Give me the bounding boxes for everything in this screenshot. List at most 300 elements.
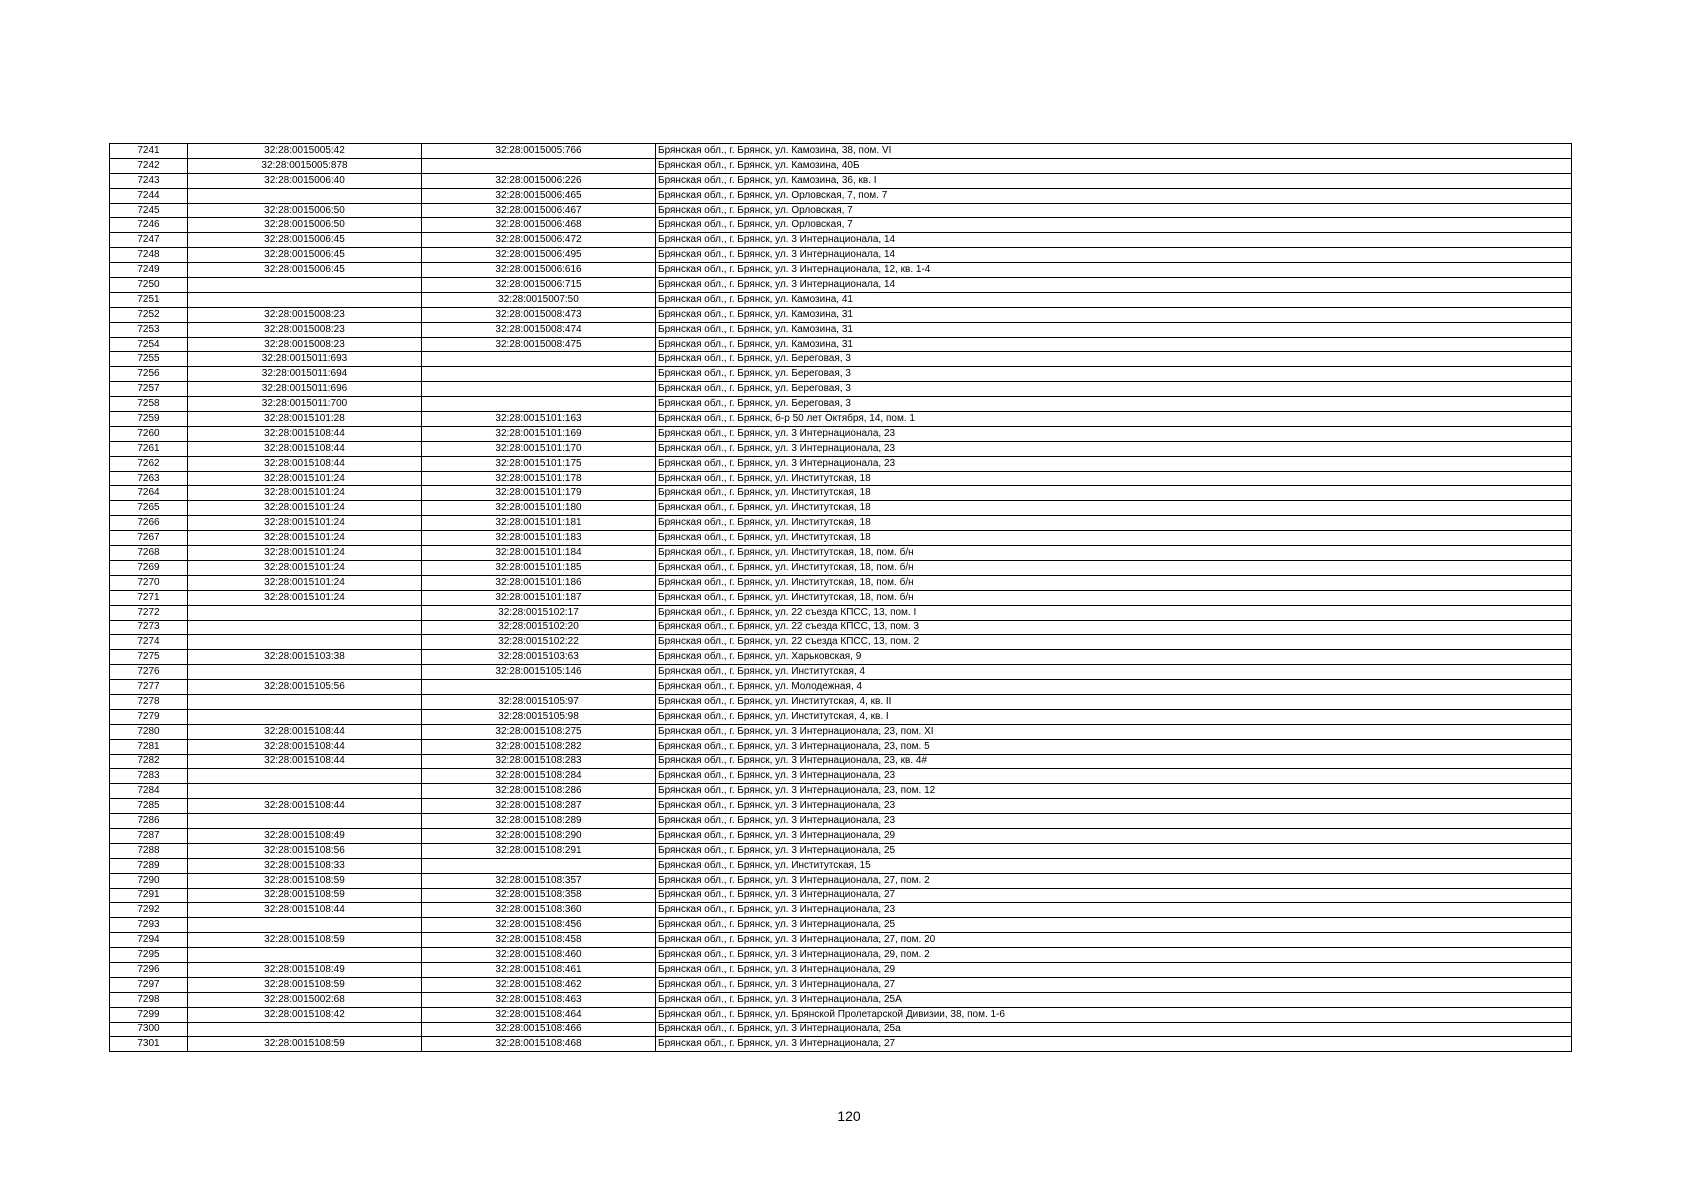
object-number-cell: 32:28:0015006:715	[422, 278, 656, 293]
address-cell: Брянская обл., г. Брянск, ул. 3 Интернационала, 23	[656, 769, 1572, 784]
address-cell: Брянская обл., г. Брянск, ул. 3 Интернационала, 23	[656, 456, 1572, 471]
address-cell: Брянская обл., г. Брянск, ул. 3 Интернационала, 23, пом. XI	[656, 724, 1572, 739]
table-row	[110, 367, 1572, 382]
table-body	[110, 144, 1572, 1052]
table-row	[110, 426, 1572, 441]
table-row	[110, 918, 1572, 933]
table-row	[110, 352, 1572, 367]
object-number-cell: 32:28:0015101:183	[422, 531, 656, 546]
row-number-cell: 7262	[110, 456, 188, 471]
address-cell: Брянская обл., г. Брянск, ул. Институтская, 18	[656, 471, 1572, 486]
address-cell: Брянская обл., г. Брянск, ул. Институтская, 18, пом. б/н	[656, 590, 1572, 605]
land-parcel-number-cell: 32:28:0015101:24	[188, 546, 422, 561]
address-cell: Брянская обл., г. Брянск, ул. Камозина, 38, пом. VI	[656, 144, 1572, 159]
object-number-cell: 32:28:0015101:169	[422, 426, 656, 441]
row-number-cell: 7290	[110, 873, 188, 888]
page-number: 120	[837, 1108, 861, 1124]
table-row	[110, 739, 1572, 754]
row-number-cell: 7299	[110, 1007, 188, 1022]
address-cell: Брянская обл., г. Брянск, б-р 50 лет Октября, 14, пом. 1	[656, 412, 1572, 427]
address-cell: Брянская обл., г. Брянск, ул. 22 съезда КПСС, 13, пом. I	[656, 605, 1572, 620]
land-parcel-number-cell: 32:28:0015108:44	[188, 799, 422, 814]
land-parcel-number-cell: 32:28:0015008:23	[188, 307, 422, 322]
land-parcel-number-cell: 32:28:0015011:693	[188, 352, 422, 367]
land-parcel-number-cell: 32:28:0015006:45	[188, 233, 422, 248]
table-row	[110, 337, 1572, 352]
object-number-cell: 32:28:0015101:163	[422, 412, 656, 427]
address-cell: Брянская обл., г. Брянск, ул. 3 Интернационала, 25А	[656, 992, 1572, 1007]
object-number-cell: 32:28:0015102:17	[422, 605, 656, 620]
address-cell: Брянская обл., г. Брянск, ул. Камозина, 31	[656, 307, 1572, 322]
object-number-cell: 32:28:0015108:466	[422, 1022, 656, 1037]
row-number-cell: 7248	[110, 248, 188, 263]
address-cell: Брянская обл., г. Брянск, ул. 3 Интернационала, 27	[656, 977, 1572, 992]
address-cell: Брянская обл., г. Брянск, ул. Орловская, 7	[656, 218, 1572, 233]
table-row	[110, 814, 1572, 829]
row-number-cell: 7289	[110, 858, 188, 873]
address-cell: Брянская обл., г. Брянск, ул. 3 Интернационала, 23	[656, 903, 1572, 918]
address-cell: Брянская обл., г. Брянск, ул. Камозина, 41	[656, 292, 1572, 307]
table-row	[110, 188, 1572, 203]
land-parcel-number-cell: 32:28:0015108:44	[188, 903, 422, 918]
object-number-cell	[422, 158, 656, 173]
address-cell: Брянская обл., г. Брянск, ул. Молодежная, 4	[656, 680, 1572, 695]
row-number-cell: 7285	[110, 799, 188, 814]
land-parcel-number-cell: 32:28:0015005:42	[188, 144, 422, 159]
land-parcel-number-cell: 32:28:0015011:694	[188, 367, 422, 382]
address-cell: Брянская обл., г. Брянск, ул. 3 Интернационала, 23	[656, 814, 1572, 829]
object-number-cell: 32:28:0015101:175	[422, 456, 656, 471]
address-cell: Брянская обл., г. Брянск, ул. 3 Интернационала, 29, пом. 2	[656, 948, 1572, 963]
row-number-cell: 7284	[110, 784, 188, 799]
table-row	[110, 590, 1572, 605]
object-number-cell: 32:28:0015108:468	[422, 1037, 656, 1052]
object-number-cell: 32:28:0015101:186	[422, 575, 656, 590]
address-cell: Брянская обл., г. Брянск, ул. 3 Интернационала, 12, кв. 1-4	[656, 263, 1572, 278]
table-row	[110, 694, 1572, 709]
address-cell: Брянская обл., г. Брянск, ул. 3 Интернационала, 27	[656, 1037, 1572, 1052]
table-row	[110, 144, 1572, 159]
table-row	[110, 888, 1572, 903]
table-row	[110, 784, 1572, 799]
object-number-cell: 32:28:0015108:357	[422, 873, 656, 888]
object-number-cell: 32:28:0015005:766	[422, 144, 656, 159]
land-parcel-number-cell: 32:28:0015108:59	[188, 888, 422, 903]
table-row	[110, 307, 1572, 322]
table-row	[110, 977, 1572, 992]
table-row	[110, 1007, 1572, 1022]
address-cell: Брянская обл., г. Брянск, ул. Береговая, 3	[656, 352, 1572, 367]
land-parcel-number-cell	[188, 605, 422, 620]
table-row	[110, 635, 1572, 650]
land-parcel-number-cell: 32:28:0015011:700	[188, 397, 422, 412]
row-number-cell: 7266	[110, 516, 188, 531]
address-cell: Брянская обл., г. Брянск, ул. Институтская, 18, пом. б/н	[656, 575, 1572, 590]
table-row	[110, 546, 1572, 561]
address-cell: Брянская обл., г. Брянск, ул. Институтская, 18	[656, 516, 1572, 531]
address-cell: Брянская обл., г. Брянск, ул. Береговая, 3	[656, 367, 1572, 382]
land-parcel-number-cell: 32:28:0015101:28	[188, 412, 422, 427]
object-number-cell: 32:28:0015101:184	[422, 546, 656, 561]
table-row	[110, 709, 1572, 724]
row-number-cell: 7291	[110, 888, 188, 903]
table-row	[110, 724, 1572, 739]
land-parcel-number-cell: 32:28:0015108:49	[188, 828, 422, 843]
row-number-cell: 7268	[110, 546, 188, 561]
row-number-cell: 7288	[110, 843, 188, 858]
address-cell: Брянская обл., г. Брянск, ул. 3 Интернационала, 23, кв. 4#	[656, 754, 1572, 769]
object-number-cell: 32:28:0015108:287	[422, 799, 656, 814]
address-cell: Брянская обл., г. Брянск, ул. Орловская, 7	[656, 203, 1572, 218]
land-parcel-number-cell	[188, 709, 422, 724]
row-number-cell: 7261	[110, 441, 188, 456]
row-number-cell: 7300	[110, 1022, 188, 1037]
row-number-cell: 7276	[110, 665, 188, 680]
table-row	[110, 173, 1572, 188]
land-parcel-number-cell: 32:28:0015108:59	[188, 1037, 422, 1052]
object-number-cell: 32:28:0015108:283	[422, 754, 656, 769]
land-parcel-number-cell	[188, 665, 422, 680]
object-number-cell: 32:28:0015101:179	[422, 486, 656, 501]
table-row	[110, 501, 1572, 516]
table-row	[110, 278, 1572, 293]
address-cell: Брянская обл., г. Брянск, ул. 3 Интернационала, 14	[656, 248, 1572, 263]
object-number-cell: 32:28:0015101:170	[422, 441, 656, 456]
object-number-cell: 32:28:0015108:289	[422, 814, 656, 829]
row-number-cell: 7255	[110, 352, 188, 367]
table-row	[110, 531, 1572, 546]
table-row	[110, 248, 1572, 263]
table-row	[110, 858, 1572, 873]
table-row	[110, 292, 1572, 307]
table-row	[110, 962, 1572, 977]
land-parcel-number-cell: 32:28:0015101:24	[188, 531, 422, 546]
land-parcel-number-cell: 32:28:0015101:24	[188, 560, 422, 575]
object-number-cell: 32:28:0015108:275	[422, 724, 656, 739]
row-number-cell: 7247	[110, 233, 188, 248]
land-parcel-number-cell: 32:28:0015108:44	[188, 754, 422, 769]
row-number-cell: 7277	[110, 680, 188, 695]
row-number-cell: 7244	[110, 188, 188, 203]
land-parcel-number-cell	[188, 635, 422, 650]
land-parcel-number-cell: 32:28:0015006:45	[188, 263, 422, 278]
address-cell: Брянская обл., г. Брянск, ул. Институтская, 18	[656, 486, 1572, 501]
object-number-cell: 32:28:0015102:22	[422, 635, 656, 650]
object-number-cell	[422, 352, 656, 367]
row-number-cell: 7295	[110, 948, 188, 963]
table-row	[110, 516, 1572, 531]
address-cell: Брянская обл., г. Брянск, ул. 3 Интернационала, 25	[656, 918, 1572, 933]
row-number-cell: 7280	[110, 724, 188, 739]
address-cell: Брянская обл., г. Брянск, ул. 3 Интернационала, 14	[656, 233, 1572, 248]
object-number-cell: 32:28:0015006:472	[422, 233, 656, 248]
row-number-cell: 7264	[110, 486, 188, 501]
row-number-cell: 7253	[110, 322, 188, 337]
land-parcel-number-cell: 32:28:0015005:878	[188, 158, 422, 173]
address-cell: Брянская обл., г. Брянск, ул. 22 съезда КПСС, 13, пом. 2	[656, 635, 1572, 650]
table-row	[110, 397, 1572, 412]
row-number-cell: 7298	[110, 992, 188, 1007]
table-row	[110, 799, 1572, 814]
address-cell: Брянская обл., г. Брянск, ул. 3 Интернационала, 23	[656, 426, 1572, 441]
land-parcel-number-cell: 32:28:0015108:42	[188, 1007, 422, 1022]
address-cell: Брянская обл., г. Брянск, ул. 3 Интернационала, 23, пом. 12	[656, 784, 1572, 799]
object-number-cell: 32:28:0015108:461	[422, 962, 656, 977]
object-number-cell: 32:28:0015008:475	[422, 337, 656, 352]
table-row	[110, 605, 1572, 620]
object-number-cell: 32:28:0015006:226	[422, 173, 656, 188]
table-row	[110, 218, 1572, 233]
table-row	[110, 486, 1572, 501]
land-parcel-number-cell	[188, 694, 422, 709]
object-number-cell: 32:28:0015105:97	[422, 694, 656, 709]
address-cell: Брянская обл., г. Брянск, ул. 3 Интернационала, 27, пом. 2	[656, 873, 1572, 888]
land-parcel-number-cell: 32:28:0015101:24	[188, 516, 422, 531]
land-parcel-number-cell: 32:28:0015105:56	[188, 680, 422, 695]
address-cell: Брянская обл., г. Брянск, ул. 3 Интернационала, 27, пом. 20	[656, 933, 1572, 948]
object-number-cell: 32:28:0015101:181	[422, 516, 656, 531]
land-parcel-number-cell	[188, 918, 422, 933]
object-number-cell: 32:28:0015108:463	[422, 992, 656, 1007]
land-parcel-number-cell	[188, 620, 422, 635]
table-row	[110, 903, 1572, 918]
land-parcel-number-cell: 32:28:0015108:59	[188, 977, 422, 992]
table-row	[110, 620, 1572, 635]
row-number-cell: 7250	[110, 278, 188, 293]
address-cell: Брянская обл., г. Брянск, ул. Орловская, 7, пом. 7	[656, 188, 1572, 203]
land-parcel-number-cell: 32:28:0015101:24	[188, 471, 422, 486]
row-number-cell: 7294	[110, 933, 188, 948]
table-row	[110, 754, 1572, 769]
land-parcel-number-cell: 32:28:0015008:23	[188, 337, 422, 352]
row-number-cell: 7274	[110, 635, 188, 650]
table-row	[110, 1037, 1572, 1052]
object-number-cell: 32:28:0015108:284	[422, 769, 656, 784]
object-number-cell	[422, 382, 656, 397]
table-row	[110, 1022, 1572, 1037]
land-parcel-number-cell	[188, 1022, 422, 1037]
row-number-cell: 7258	[110, 397, 188, 412]
table-row	[110, 948, 1572, 963]
address-cell: Брянская обл., г. Брянск, ул. Институтская, 18	[656, 531, 1572, 546]
row-number-cell: 7260	[110, 426, 188, 441]
address-cell: Брянская обл., г. Брянск, ул. Брянской Пролетарской Дивизии, 38, пом. 1-6	[656, 1007, 1572, 1022]
row-number-cell: 7267	[110, 531, 188, 546]
object-number-cell: 32:28:0015108:286	[422, 784, 656, 799]
address-cell: Брянская обл., г. Брянск, ул. Береговая, 3	[656, 397, 1572, 412]
row-number-cell: 7292	[110, 903, 188, 918]
address-cell: Брянская обл., г. Брянск, ул. 3 Интернационала, 29	[656, 962, 1572, 977]
address-cell: Брянская обл., г. Брянск, ул. 3 Интернационала, 27	[656, 888, 1572, 903]
address-cell: Брянская обл., г. Брянск, ул. Институтская, 4, кв. I	[656, 709, 1572, 724]
row-number-cell: 7297	[110, 977, 188, 992]
object-number-cell: 32:28:0015105:98	[422, 709, 656, 724]
land-parcel-number-cell	[188, 292, 422, 307]
object-number-cell	[422, 397, 656, 412]
table-row	[110, 412, 1572, 427]
address-cell: Брянская обл., г. Брянск, ул. 22 съезда КПСС, 13, пом. 3	[656, 620, 1572, 635]
object-number-cell: 32:28:0015105:146	[422, 665, 656, 680]
land-parcel-number-cell: 32:28:0015006:50	[188, 218, 422, 233]
land-parcel-number-cell: 32:28:0015008:23	[188, 322, 422, 337]
row-number-cell: 7272	[110, 605, 188, 620]
land-parcel-number-cell: 32:28:0015108:49	[188, 962, 422, 977]
row-number-cell: 7282	[110, 754, 188, 769]
object-number-cell: 32:28:0015108:462	[422, 977, 656, 992]
land-parcel-number-cell: 32:28:0015108:44	[188, 724, 422, 739]
object-number-cell	[422, 680, 656, 695]
object-number-cell: 32:28:0015006:467	[422, 203, 656, 218]
land-parcel-number-cell	[188, 814, 422, 829]
object-number-cell: 32:28:0015006:616	[422, 263, 656, 278]
address-cell: Брянская обл., г. Брянск, ул. Институтская, 15	[656, 858, 1572, 873]
address-cell: Брянская обл., г. Брянск, ул. 3 Интернационала, 29	[656, 828, 1572, 843]
address-cell: Брянская обл., г. Брянск, ул. Камозина, 31	[656, 337, 1572, 352]
address-cell: Брянская обл., г. Брянск, ул. Харьковская, 9	[656, 650, 1572, 665]
row-number-cell: 7273	[110, 620, 188, 635]
address-cell: Брянская обл., г. Брянск, ул. 3 Интернационала, 25	[656, 843, 1572, 858]
property-register-table	[109, 143, 1572, 1052]
land-parcel-number-cell: 32:28:0015108:44	[188, 739, 422, 754]
object-number-cell: 32:28:0015007:50	[422, 292, 656, 307]
table-row	[110, 873, 1572, 888]
land-parcel-number-cell: 32:28:0015108:56	[188, 843, 422, 858]
object-number-cell: 32:28:0015006:468	[422, 218, 656, 233]
table-row	[110, 665, 1572, 680]
land-parcel-number-cell: 32:28:0015108:44	[188, 426, 422, 441]
object-number-cell: 32:28:0015108:291	[422, 843, 656, 858]
row-number-cell: 7293	[110, 918, 188, 933]
table-row	[110, 560, 1572, 575]
land-parcel-number-cell: 32:28:0015108:59	[188, 933, 422, 948]
object-number-cell: 32:28:0015006:465	[422, 188, 656, 203]
table-row	[110, 471, 1572, 486]
land-parcel-number-cell: 32:28:0015011:696	[188, 382, 422, 397]
row-number-cell: 7251	[110, 292, 188, 307]
object-number-cell: 32:28:0015108:458	[422, 933, 656, 948]
row-number-cell: 7256	[110, 367, 188, 382]
object-number-cell: 32:28:0015101:180	[422, 501, 656, 516]
table-row	[110, 263, 1572, 278]
land-parcel-number-cell: 32:28:0015103:38	[188, 650, 422, 665]
land-parcel-number-cell: 32:28:0015002:68	[188, 992, 422, 1007]
table-row	[110, 322, 1572, 337]
table-row	[110, 828, 1572, 843]
object-number-cell: 32:28:0015008:473	[422, 307, 656, 322]
land-parcel-number-cell	[188, 769, 422, 784]
address-cell: Брянская обл., г. Брянск, ул. Камозина, 36, кв. I	[656, 173, 1572, 188]
row-number-cell: 7296	[110, 962, 188, 977]
row-number-cell: 7279	[110, 709, 188, 724]
land-parcel-number-cell: 32:28:0015006:40	[188, 173, 422, 188]
row-number-cell: 7249	[110, 263, 188, 278]
land-parcel-number-cell: 32:28:0015101:24	[188, 501, 422, 516]
address-cell: Брянская обл., г. Брянск, ул. Береговая, 3	[656, 382, 1572, 397]
row-number-cell: 7287	[110, 828, 188, 843]
row-number-cell: 7243	[110, 173, 188, 188]
row-number-cell: 7265	[110, 501, 188, 516]
table-row	[110, 680, 1572, 695]
address-cell: Брянская обл., г. Брянск, ул. 3 Интернационала, 23	[656, 799, 1572, 814]
table-row	[110, 769, 1572, 784]
object-number-cell: 32:28:0015108:282	[422, 739, 656, 754]
address-cell: Брянская обл., г. Брянск, ул. Камозина, 31	[656, 322, 1572, 337]
land-parcel-number-cell: 32:28:0015101:24	[188, 575, 422, 590]
row-number-cell: 7246	[110, 218, 188, 233]
row-number-cell: 7271	[110, 590, 188, 605]
object-number-cell: 32:28:0015108:290	[422, 828, 656, 843]
table-row	[110, 233, 1572, 248]
object-number-cell: 32:28:0015006:495	[422, 248, 656, 263]
land-parcel-number-cell	[188, 784, 422, 799]
table-row	[110, 441, 1572, 456]
object-number-cell: 32:28:0015108:460	[422, 948, 656, 963]
object-number-cell: 32:28:0015108:464	[422, 1007, 656, 1022]
address-cell: Брянская обл., г. Брянск, ул. 3 Интернационала, 23	[656, 441, 1572, 456]
land-parcel-number-cell	[188, 188, 422, 203]
land-parcel-number-cell: 32:28:0015006:45	[188, 248, 422, 263]
row-number-cell: 7259	[110, 412, 188, 427]
table-row	[110, 992, 1572, 1007]
row-number-cell: 7254	[110, 337, 188, 352]
table-row	[110, 382, 1572, 397]
land-parcel-number-cell: 32:28:0015101:24	[188, 486, 422, 501]
table-row	[110, 933, 1572, 948]
land-parcel-number-cell: 32:28:0015108:44	[188, 456, 422, 471]
land-parcel-number-cell: 32:28:0015101:24	[188, 590, 422, 605]
row-number-cell: 7278	[110, 694, 188, 709]
address-cell: Брянская обл., г. Брянск, ул. 3 Интернационала, 23, пом. 5	[656, 739, 1572, 754]
table-row	[110, 650, 1572, 665]
address-cell: Брянская обл., г. Брянск, ул. Институтская, 4	[656, 665, 1572, 680]
address-cell: Брянская обл., г. Брянск, ул. Камозина, 40Б	[656, 158, 1572, 173]
row-number-cell: 7286	[110, 814, 188, 829]
row-number-cell: 7242	[110, 158, 188, 173]
land-parcel-number-cell: 32:28:0015108:59	[188, 873, 422, 888]
row-number-cell: 7270	[110, 575, 188, 590]
object-number-cell: 32:28:0015103:63	[422, 650, 656, 665]
object-number-cell: 32:28:0015108:360	[422, 903, 656, 918]
row-number-cell: 7281	[110, 739, 188, 754]
row-number-cell: 7252	[110, 307, 188, 322]
address-cell: Брянская обл., г. Брянск, ул. 3 Интернационала, 25а	[656, 1022, 1572, 1037]
row-number-cell: 7241	[110, 144, 188, 159]
table-row	[110, 456, 1572, 471]
object-number-cell: 32:28:0015008:474	[422, 322, 656, 337]
address-cell: Брянская обл., г. Брянск, ул. 3 Интернационала, 14	[656, 278, 1572, 293]
object-number-cell: 32:28:0015101:185	[422, 560, 656, 575]
row-number-cell: 7245	[110, 203, 188, 218]
table-row	[110, 575, 1572, 590]
land-parcel-number-cell: 32:28:0015108:33	[188, 858, 422, 873]
table-row	[110, 158, 1572, 173]
address-cell: Брянская обл., г. Брянск, ул. Институтская, 18, пом. б/н	[656, 546, 1572, 561]
object-number-cell: 32:28:0015102:20	[422, 620, 656, 635]
object-number-cell: 32:28:0015108:358	[422, 888, 656, 903]
object-number-cell: 32:28:0015101:178	[422, 471, 656, 486]
land-parcel-number-cell: 32:28:0015108:44	[188, 441, 422, 456]
row-number-cell: 7301	[110, 1037, 188, 1052]
land-parcel-number-cell	[188, 948, 422, 963]
object-number-cell: 32:28:0015101:187	[422, 590, 656, 605]
object-number-cell	[422, 858, 656, 873]
table-row	[110, 203, 1572, 218]
land-parcel-number-cell: 32:28:0015006:50	[188, 203, 422, 218]
row-number-cell: 7283	[110, 769, 188, 784]
address-cell: Брянская обл., г. Брянск, ул. Институтская, 18, пом. б/н	[656, 560, 1572, 575]
address-cell: Брянская обл., г. Брянск, ул. Институтская, 4, кв. II	[656, 694, 1572, 709]
table-row	[110, 843, 1572, 858]
